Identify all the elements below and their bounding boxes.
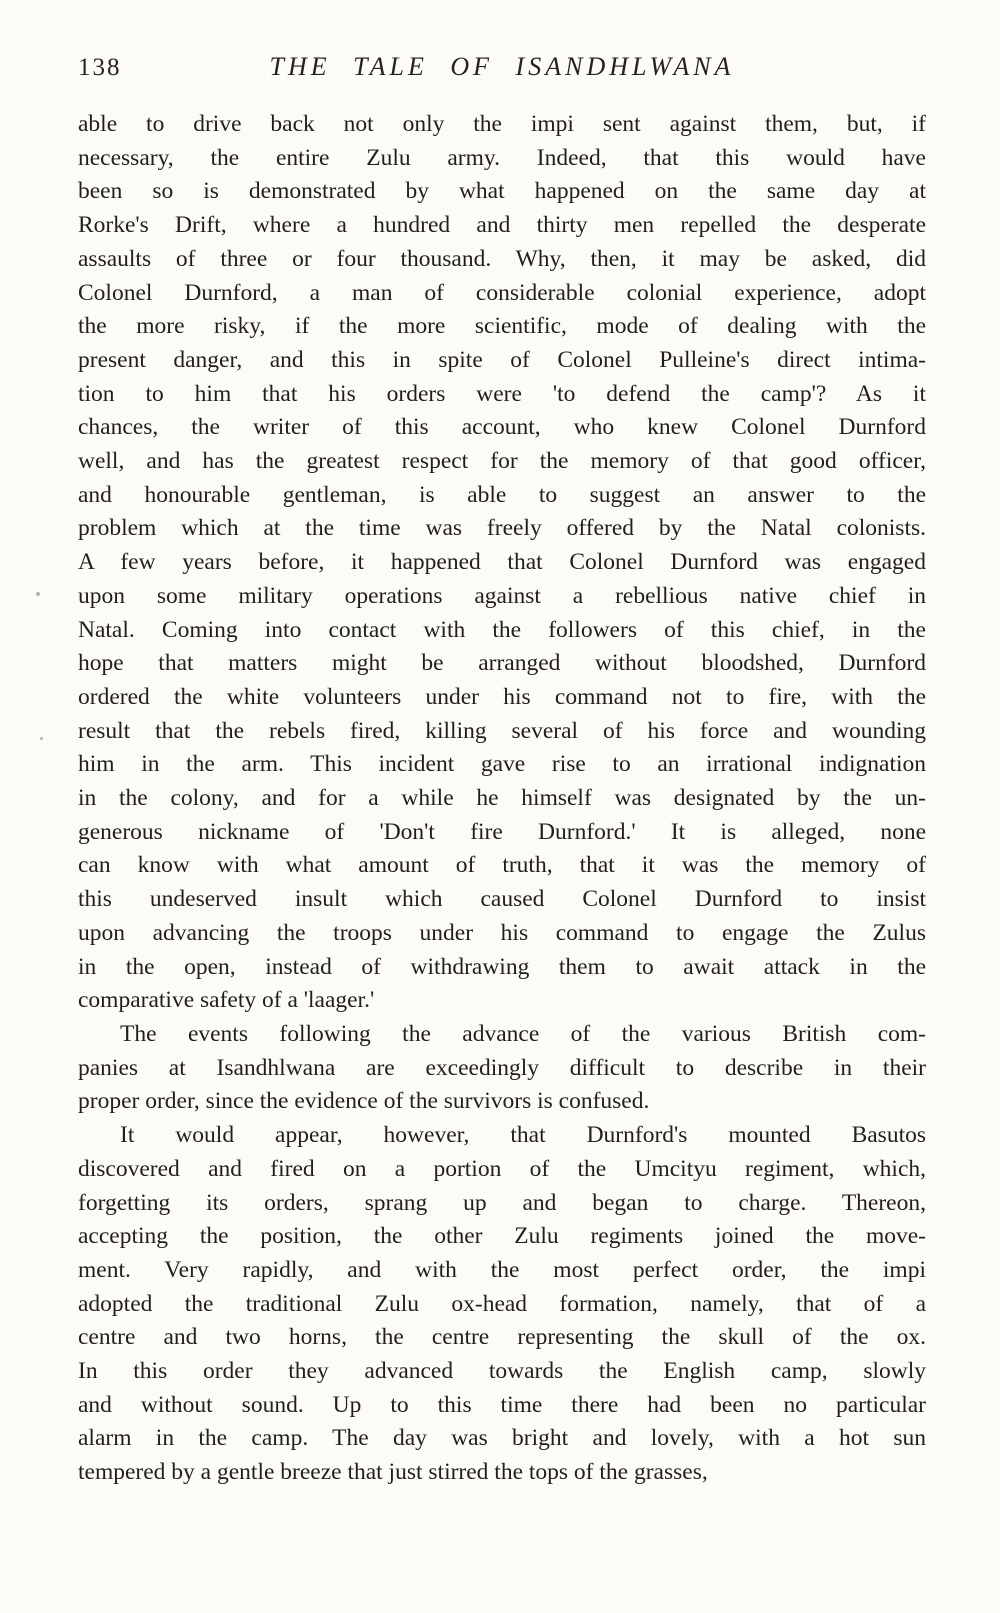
text-line: It would appear, however, that Durnford's mounted Basutos [120, 1122, 926, 1149]
text-line: tempered by a gentle breeze that just stirred the tops of the grasses, [78, 1459, 708, 1486]
text-line: accepting the position, the other Zulu regiments joined the move- [78, 1223, 926, 1250]
text-line: the more risky, if the more scientific, mode of dealing with the [78, 313, 926, 340]
text-line: assaults of three or four thousand. Why, then, it may be asked, did [78, 245, 926, 272]
page-number: 138 [78, 54, 122, 81]
text-line: necessary, the entire Zulu army. Indeed, that this would have [78, 144, 926, 171]
text-line: upon advancing the troops under his command to engage the Zulus [78, 919, 926, 946]
scan-speck [36, 592, 40, 596]
text-line: comparative safety of a 'laager.' [78, 987, 375, 1014]
text-line: adopted the traditional Zulu ox-head formation, namely, that of a [78, 1290, 926, 1317]
text-line: alarm in the camp. The day was bright and lovely, with a hot sun [78, 1425, 926, 1452]
text-line: in the colony, and for a while he himself was designated by the un- [78, 785, 926, 812]
text-line: generous nickname of 'Don't fire Durnford.' It is alleged, none [78, 818, 926, 845]
text-line: centre and two horns, the centre representing the skull of the ox. [78, 1324, 926, 1351]
text-line: present danger, and this in spite of Colonel Pulleine's direct intima- [78, 346, 926, 373]
text-line: ment. Very rapidly, and with the most perfect order, the impi [78, 1256, 926, 1283]
text-line: result that the rebels fired, killing several of his force and wounding [78, 717, 926, 744]
scan-speck [40, 737, 43, 740]
text-line: in the open, instead of withdrawing them to await attack in the [78, 953, 926, 980]
text-line: ordered the white volunteers under his command not to fire, with the [78, 683, 926, 710]
text-line: forgetting its orders, sprang up and began to charge. Thereon, [78, 1189, 926, 1216]
text-line: hope that matters might be arranged without bloodshed, Durnford [78, 650, 926, 677]
text-line: able to drive back not only the impi sent against them, but, if [78, 111, 926, 137]
text-line: upon some military operations against a rebellious native chief in [78, 582, 926, 609]
text-line: proper order, since the evidence of the survivors is confused. [78, 1088, 650, 1115]
text-line: Rorke's Drift, where a hundred and thirty men repelled the desperate [78, 212, 926, 239]
text-line: panies at Isandhlwana are exceedingly difficult to describe in their [78, 1054, 926, 1081]
text-line: The events following the advance of the various British com- [120, 1020, 926, 1047]
text-line: chances, the writer of this account, who knew Colonel Durnford [78, 414, 926, 441]
text-line: well, and has the greatest respect for the memory of that good officer, [78, 448, 926, 475]
text-line: and without sound. Up to this time there had been no particular [78, 1391, 926, 1418]
page-content [78, 52, 926, 1490]
text-line: tion to him that his orders were 'to defend the camp'? As it [78, 380, 926, 407]
text-line: and honourable gentleman, is able to suggest an answer to the [78, 481, 926, 508]
text-line: Colonel Durnford, a man of considerable colonial experience, adopt [78, 279, 926, 306]
text-line: A few years before, it happened that Colonel Durnford was engaged [78, 549, 926, 576]
text-line: him in the arm. This incident gave rise to an irrational indignation [78, 751, 926, 778]
page-text [78, 108, 926, 1490]
running-head [78, 52, 926, 82]
text-line: discovered and fired on a portion of the Umcityu regiment, which, [78, 1155, 926, 1182]
page-header-title: THE TALE OF ISANDHLWANA [269, 52, 735, 81]
text-line: problem which at the time was freely offered by the Natal colonists. [78, 515, 926, 542]
text-line: can know with what amount of truth, that it was the memory of [78, 852, 926, 879]
text-line: this undeserved insult which caused Colonel Durnford to insist [78, 886, 926, 913]
text-line: been so is demonstrated by what happened on the same day at [78, 178, 926, 205]
text-line: In this order they advanced towards the English camp, slowly [78, 1358, 926, 1385]
text-line: Natal. Coming into contact with the followers of this chief, in the [78, 616, 926, 643]
